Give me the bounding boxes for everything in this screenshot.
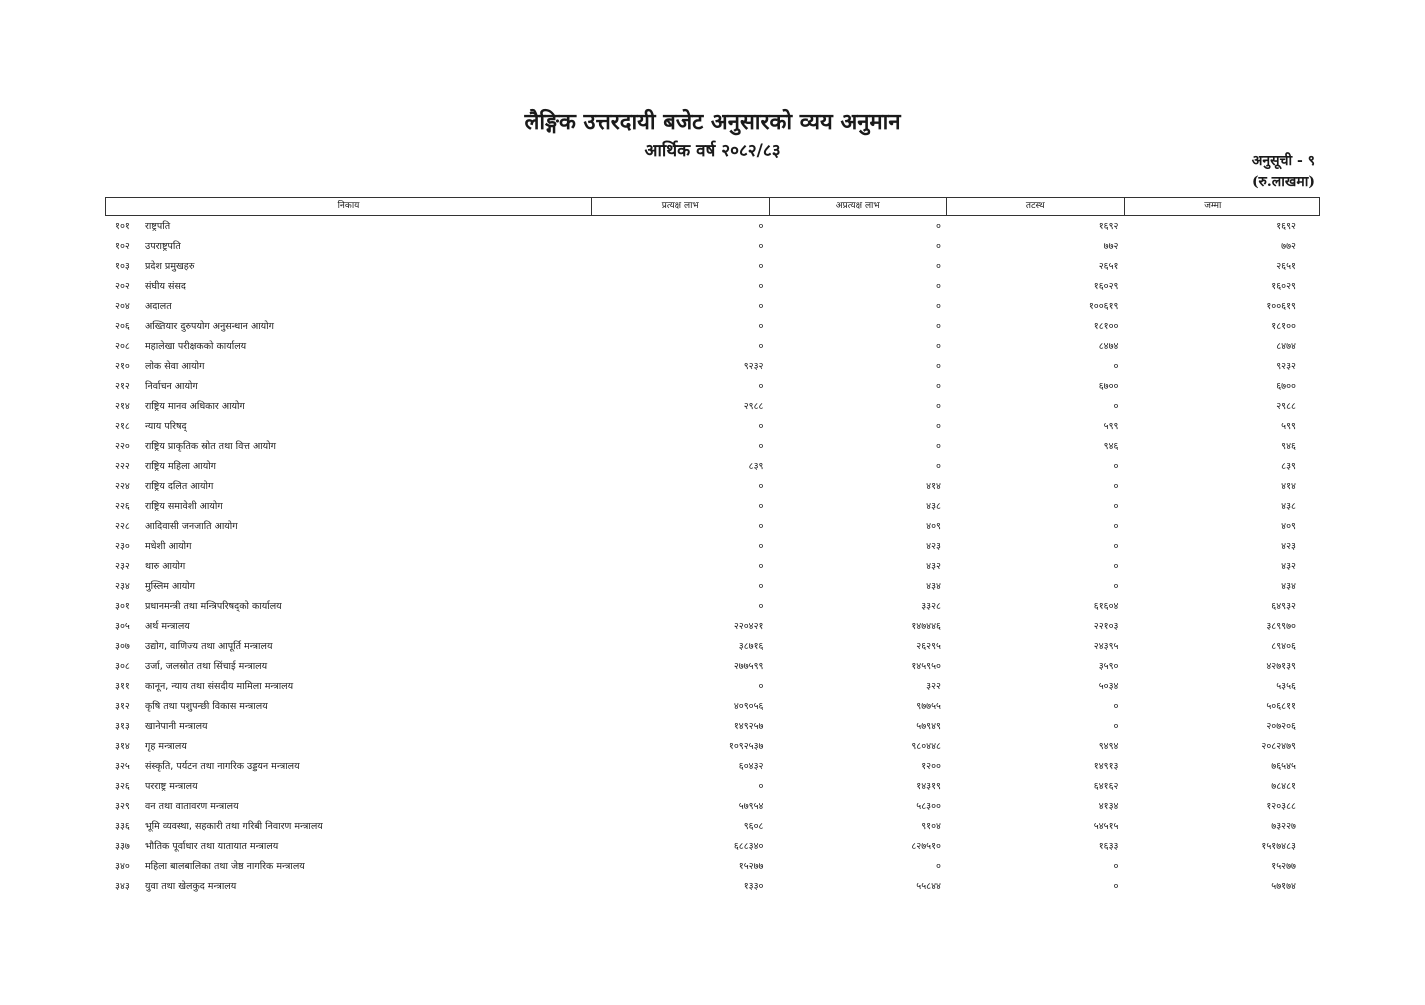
agency-code: १०२	[115, 241, 130, 252]
neutral-cell: ०	[1113, 581, 1119, 592]
total-cell: ४३८	[1281, 501, 1296, 512]
indirect-benefit-cell: १४३१९	[916, 781, 941, 792]
agency-code: १०३	[115, 261, 130, 272]
agency-code: २१२	[115, 381, 130, 392]
indirect-benefit-cell: ०	[936, 261, 941, 272]
neutral-cell: ०	[1113, 541, 1119, 552]
agency-code: ३२५	[115, 761, 130, 772]
agency-name: राष्ट्रिय प्राकृतिक स्रोत तथा वित्त आयोग	[145, 441, 276, 452]
table-row	[105, 817, 1320, 837]
agency-code: २२४	[115, 481, 130, 492]
indirect-benefit-cell: ५७९४९	[916, 721, 941, 732]
neutral-cell: २२१०३	[1093, 621, 1119, 632]
direct-benefit-cell: ०	[758, 221, 764, 232]
agency-cell	[105, 217, 590, 237]
table-row	[105, 577, 1320, 597]
table-row	[105, 377, 1320, 397]
neutral-cell: ०	[1113, 401, 1119, 412]
total-cell: ४३२	[1281, 561, 1296, 572]
agency-code: ३३७	[115, 841, 130, 852]
table-row	[105, 257, 1320, 277]
agency-cell	[105, 817, 590, 837]
agency-name: भूमि व्यवस्था, सहकारी तथा गरिबी निवारण मन्त्रालय	[145, 821, 323, 832]
agency-cell	[105, 497, 590, 517]
indirect-benefit-cell: ४२३	[926, 541, 941, 552]
total-cell: २९८८	[1276, 401, 1296, 412]
direct-benefit-cell: ०	[758, 501, 764, 512]
agency-cell	[105, 397, 590, 417]
indirect-benefit-cell: ०	[936, 381, 941, 392]
agency-code: ३२९	[115, 801, 130, 812]
direct-benefit-cell: ०	[758, 581, 764, 592]
direct-benefit-cell: ५७९५४	[738, 801, 764, 812]
agency-cell	[105, 317, 590, 337]
indirect-benefit-cell: १२००	[921, 761, 941, 772]
agency-cell	[105, 597, 590, 617]
agency-name: अर्थ मन्त्रालय	[145, 621, 190, 632]
table-header-row	[105, 197, 1320, 216]
agency-code: २०२	[115, 281, 130, 292]
agency-name: वन तथा वातावरण मन्त्रालय	[145, 801, 239, 812]
agency-name: राष्ट्रिय समावेशी आयोग	[145, 501, 223, 512]
agency-code: २२६	[115, 501, 130, 512]
table-row	[105, 837, 1320, 857]
indirect-benefit-cell: ०	[936, 421, 941, 432]
table-row	[105, 317, 1320, 337]
agency-cell	[105, 737, 590, 757]
total-cell: ६४९३२	[1271, 601, 1296, 612]
agency-cell	[105, 357, 590, 377]
table-row	[105, 437, 1320, 457]
neutral-cell: ७७२	[1103, 241, 1119, 252]
page-title: लैङ्गिक उत्तरदायी बजेट अनुसारको व्यय अनुमान	[524, 109, 901, 135]
direct-benefit-cell: ०	[758, 421, 764, 432]
direct-benefit-cell: १५२७७	[738, 861, 764, 872]
table-row	[105, 217, 1320, 237]
col-header-neutral: तटस्थ	[946, 198, 1124, 215]
total-cell: ३८९९७०	[1266, 621, 1296, 632]
agency-code: ३४३	[115, 881, 130, 892]
col-header-indirect: अप्रत्यक्ष लाभ	[769, 198, 947, 215]
col-header-total: जम्मा	[1124, 198, 1302, 215]
table-row	[105, 237, 1320, 257]
agency-cell	[105, 757, 590, 777]
direct-benefit-cell: ०	[758, 321, 764, 332]
direct-benefit-cell: ०	[758, 301, 764, 312]
indirect-benefit-cell: ४१४	[926, 481, 941, 492]
agency-name: आदिवासी जनजाति आयोग	[145, 521, 238, 532]
table-row	[105, 877, 1320, 897]
indirect-benefit-cell: ८२७५१०	[911, 841, 941, 852]
total-cell: ७६५४५	[1271, 761, 1296, 772]
neutral-cell: ६१६०४	[1093, 601, 1119, 612]
table-row	[105, 617, 1320, 637]
table-row	[105, 497, 1320, 517]
direct-benefit-cell: ०	[758, 441, 764, 452]
direct-benefit-cell: ०	[758, 261, 764, 272]
agency-name: प्रदेश प्रमुखहरु	[145, 261, 195, 272]
total-cell: १००६१९	[1266, 301, 1296, 312]
indirect-benefit-cell: ०	[936, 221, 941, 232]
agency-code: २३४	[115, 581, 130, 592]
direct-benefit-cell: ०	[758, 521, 764, 532]
agency-code: ३०५	[115, 621, 130, 632]
agency-code: २१०	[115, 361, 130, 372]
agency-name: मधेशी आयोग	[145, 541, 192, 552]
direct-benefit-cell: २९८८	[743, 401, 764, 412]
agency-code: १०१	[115, 221, 130, 232]
direct-benefit-cell: ०	[758, 541, 764, 552]
direct-benefit-cell: ०	[758, 561, 764, 572]
indirect-benefit-cell: ०	[936, 861, 941, 872]
direct-benefit-cell: ०	[758, 381, 764, 392]
table-row	[105, 697, 1320, 717]
agency-code: ३११	[115, 681, 130, 692]
agency-name: निर्वाचन आयोग	[145, 381, 198, 392]
agency-cell	[105, 837, 590, 857]
total-cell: १५२७७	[1271, 861, 1296, 872]
direct-benefit-cell: १४९२५७	[733, 721, 764, 732]
agency-cell	[105, 697, 590, 717]
agency-code: ३१२	[115, 701, 130, 712]
table-row	[105, 537, 1320, 557]
total-cell: ४०९	[1281, 521, 1296, 532]
agency-cell	[105, 337, 590, 357]
agency-name: न्याय परिषद्	[145, 421, 187, 432]
agency-name: लोक सेवा आयोग	[145, 361, 205, 372]
indirect-benefit-cell: १४७४४६	[911, 621, 941, 632]
indirect-benefit-cell: ४०९	[926, 521, 941, 532]
indirect-benefit-cell: ४३८	[926, 501, 941, 512]
agency-cell	[105, 877, 590, 897]
agency-cell	[105, 657, 590, 677]
table-row	[105, 677, 1320, 697]
table-row	[105, 297, 1320, 317]
table-row	[105, 797, 1320, 817]
direct-benefit-cell: ६०४३२	[738, 761, 764, 772]
neutral-cell: १००६१९	[1088, 301, 1119, 312]
indirect-benefit-cell: ५८३००	[916, 801, 941, 812]
neutral-cell: १६३३	[1098, 841, 1119, 852]
agency-code: ३०१	[115, 601, 130, 612]
agency-cell	[105, 257, 590, 277]
agency-cell	[105, 437, 590, 457]
neutral-cell: ०	[1113, 501, 1119, 512]
neutral-cell: ९४९४	[1098, 741, 1119, 752]
agency-code: २२२	[115, 461, 130, 472]
agency-name: उपराष्ट्रपति	[145, 241, 181, 252]
indirect-benefit-cell: ०	[936, 241, 941, 252]
total-cell: ८४७४	[1276, 341, 1296, 352]
table-row	[105, 777, 1320, 797]
table-row	[105, 477, 1320, 497]
agency-cell	[105, 677, 590, 697]
agency-cell	[105, 777, 590, 797]
table-row	[105, 597, 1320, 617]
direct-benefit-cell: ०	[758, 781, 764, 792]
agency-code: २०८	[115, 341, 130, 352]
direct-benefit-cell: ०	[758, 601, 764, 612]
neutral-cell: ५९९	[1103, 421, 1119, 432]
direct-benefit-cell: ०	[758, 481, 764, 492]
total-cell: २०७२०६	[1266, 721, 1296, 732]
agency-cell	[105, 617, 590, 637]
agency-name: गृह मन्त्रालय	[145, 741, 187, 752]
agency-cell	[105, 457, 590, 477]
agency-cell	[105, 417, 590, 437]
total-cell: ९२३२	[1276, 361, 1296, 372]
neutral-cell: ८४७४	[1098, 341, 1119, 352]
agency-name: राष्ट्रिय महिला आयोग	[145, 461, 217, 472]
direct-benefit-cell: ०	[758, 281, 764, 292]
col-header-agency: निकाय	[337, 201, 360, 211]
total-cell: २६५१	[1276, 261, 1296, 272]
total-cell: ५३५६	[1276, 681, 1296, 692]
total-cell: ९४६	[1281, 441, 1296, 452]
neutral-cell: १८१००	[1093, 321, 1119, 332]
neutral-cell: ०	[1113, 721, 1119, 732]
table-row	[105, 517, 1320, 537]
table-row	[105, 277, 1320, 297]
agency-code: ३४०	[115, 861, 130, 872]
agency-code: २१४	[115, 401, 130, 412]
page-subtitle: आर्थिक वर्ष २०८२/८३	[644, 141, 781, 161]
neutral-cell: ०	[1113, 701, 1119, 712]
table-body	[105, 217, 1320, 897]
agency-code: २३२	[115, 561, 130, 572]
agency-name: परराष्ट्र मन्त्रालय	[145, 781, 198, 792]
indirect-benefit-cell: ३२२	[926, 681, 941, 692]
indirect-benefit-cell: ९७७५५	[916, 701, 941, 712]
neutral-cell: ०	[1113, 481, 1119, 492]
direct-benefit-cell: ६८८३४०	[733, 841, 764, 852]
agency-cell	[105, 237, 590, 257]
agency-code: २३०	[115, 541, 130, 552]
agency-code: ३३६	[115, 821, 130, 832]
indirect-benefit-cell: १४५९५०	[911, 661, 941, 672]
indirect-benefit-cell: ४३४	[926, 581, 941, 592]
agency-code: ३२६	[115, 781, 130, 792]
agency-name: उद्योग, वाणिज्य तथा आपूर्ति मन्त्रालय	[145, 641, 273, 652]
neutral-cell: ०	[1113, 561, 1119, 572]
direct-benefit-cell: ८३९	[748, 461, 764, 472]
agency-cell	[105, 297, 590, 317]
total-cell: ५७१७४	[1271, 881, 1296, 892]
indirect-benefit-cell: ९८०४४८	[911, 741, 941, 752]
total-cell: ५९९	[1281, 421, 1296, 432]
neutral-cell: ०	[1113, 521, 1119, 532]
agency-name: महिला बालबालिका तथा जेष्ठ नागरिक मन्त्रालय	[145, 861, 305, 872]
direct-benefit-cell: १०९२५३७	[728, 741, 764, 752]
neutral-cell: ५४५१५	[1093, 821, 1119, 832]
agency-cell	[105, 517, 590, 537]
agency-name: राष्ट्रिय मानव अधिकार आयोग	[145, 401, 245, 412]
direct-benefit-cell: ०	[758, 341, 764, 352]
agency-cell	[105, 377, 590, 397]
direct-benefit-cell: ०	[758, 681, 764, 692]
direct-benefit-cell: ४०९०५६	[733, 701, 764, 712]
agency-cell	[105, 537, 590, 557]
agency-code: २०६	[115, 321, 130, 332]
agency-name: कृषि तथा पशुपन्छी विकास मन्त्रालय	[145, 701, 268, 712]
agency-code: २२०	[115, 441, 130, 452]
agency-cell	[105, 577, 590, 597]
total-cell: ८३९	[1281, 461, 1296, 472]
direct-benefit-cell: १३३०	[743, 881, 764, 892]
total-cell: ६७००	[1276, 381, 1296, 392]
indirect-benefit-cell: ०	[936, 301, 941, 312]
annex-label: अनुसूची - ९	[1251, 153, 1315, 169]
table-row	[105, 417, 1320, 437]
budget-table	[105, 197, 1320, 897]
neutral-cell: ०	[1113, 881, 1119, 892]
table-row	[105, 337, 1320, 357]
table-row	[105, 657, 1320, 677]
indirect-benefit-cell: २६२९५	[916, 641, 941, 652]
total-cell: ७७२	[1281, 241, 1296, 252]
neutral-cell: ९४६	[1103, 441, 1119, 452]
total-cell: ४२३	[1281, 541, 1296, 552]
agency-name: उर्जा, जलस्रोत तथा सिंचाई मन्त्रालय	[145, 661, 268, 672]
agency-name: महालेखा परीक्षकको कार्यालय	[145, 341, 247, 352]
agency-cell	[105, 797, 590, 817]
neutral-cell: ६७००	[1098, 381, 1119, 392]
neutral-cell: २४३९५	[1093, 641, 1119, 652]
total-cell: १५१७४८३	[1261, 841, 1296, 852]
agency-code: २२८	[115, 521, 130, 532]
agency-name: मुस्लिम आयोग	[145, 581, 196, 592]
agency-name: खानेपानी मन्त्रालय	[145, 721, 208, 732]
indirect-benefit-cell: ३३२८	[921, 601, 941, 612]
neutral-cell: १६०२९	[1093, 281, 1119, 292]
total-cell: ७३२२७	[1271, 821, 1296, 832]
neutral-cell: ०	[1113, 861, 1119, 872]
unit-label: (रु.लाखमा)	[1251, 174, 1315, 190]
direct-benefit-cell: २७७५९९	[733, 661, 764, 672]
agency-name: अख्तियार दुरुपयोग अनुसन्धान आयोग	[145, 321, 274, 332]
direct-benefit-cell: ३८७१६	[738, 641, 764, 652]
col-header-direct: प्रत्यक्ष लाभ	[591, 198, 769, 215]
agency-name: कानून, न्याय तथा संसदीय मामिला मन्त्रालय	[145, 681, 294, 692]
agency-cell	[105, 717, 590, 737]
agency-name: राष्ट्रिय दलित आयोग	[145, 481, 214, 492]
table-row	[105, 757, 1320, 777]
direct-benefit-cell: ०	[758, 241, 764, 252]
agency-cell	[105, 477, 590, 497]
agency-name: संघीय संसद	[145, 281, 186, 292]
agency-code: ३०७	[115, 641, 130, 652]
agency-name: प्रधानमन्त्री तथा मन्त्रिपरिषद्को कार्यालय	[145, 601, 282, 612]
agency-name: थारु आयोग	[145, 561, 186, 572]
neutral-cell: १४९१३	[1093, 761, 1119, 772]
agency-name: अदालत	[145, 301, 172, 312]
agency-cell	[105, 637, 590, 657]
agency-code: २०४	[115, 301, 130, 312]
agency-cell	[105, 277, 590, 297]
indirect-benefit-cell: ०	[936, 321, 941, 332]
indirect-benefit-cell: ०	[936, 461, 941, 472]
total-cell: ८९४०६	[1271, 641, 1296, 652]
total-cell: १६०२९	[1271, 281, 1296, 292]
neutral-cell: २६५१	[1098, 261, 1119, 272]
total-cell: ४३४	[1281, 581, 1296, 592]
direct-benefit-cell: २२०४२१	[733, 621, 764, 632]
indirect-benefit-cell: ९१०४	[921, 821, 941, 832]
indirect-benefit-cell: ०	[936, 361, 941, 372]
agency-code: ३१४	[115, 741, 130, 752]
table-row	[105, 857, 1320, 877]
neutral-cell: ०	[1113, 361, 1119, 372]
table-row	[105, 357, 1320, 377]
agency-name: राष्ट्रपति	[145, 221, 171, 232]
total-cell: २०८२४७९	[1261, 741, 1296, 752]
table-row	[105, 717, 1320, 737]
table-row	[105, 397, 1320, 417]
indirect-benefit-cell: ०	[936, 281, 941, 292]
agency-name: संस्कृति, पर्यटन तथा नागरिक उड्डयन मन्त्रालय	[145, 761, 300, 772]
total-cell: ७८४८१	[1271, 781, 1296, 792]
total-cell: १२०३८८	[1266, 801, 1296, 812]
neutral-cell: ५०३४	[1098, 681, 1119, 692]
indirect-benefit-cell: ५५८४४	[916, 881, 941, 892]
neutral-cell: १६९२	[1098, 221, 1119, 232]
agency-name: भौतिक पूर्वाधार तथा यातायात मन्त्रालय	[145, 841, 279, 852]
total-cell: ४२७१३९	[1266, 661, 1296, 672]
agency-code: ३०८	[115, 661, 130, 672]
neutral-cell: ४१३४	[1098, 801, 1119, 812]
agency-code: ३१३	[115, 721, 130, 732]
agency-name: युवा तथा खेलकुद मन्त्रालय	[145, 881, 237, 892]
table-row	[105, 737, 1320, 757]
agency-cell	[105, 857, 590, 877]
indirect-benefit-cell: ०	[936, 441, 941, 452]
total-cell: १६९२	[1276, 221, 1296, 232]
total-cell: ५०६८११	[1266, 701, 1296, 712]
total-cell: १८१००	[1271, 321, 1296, 332]
indirect-benefit-cell: ०	[936, 341, 941, 352]
indirect-benefit-cell: ४३२	[926, 561, 941, 572]
direct-benefit-cell: ९२३२	[743, 361, 764, 372]
agency-code: २१८	[115, 421, 130, 432]
table-row	[105, 637, 1320, 657]
indirect-benefit-cell: ०	[936, 401, 941, 412]
direct-benefit-cell: ९६०८	[743, 821, 764, 832]
neutral-cell: ३५९०	[1098, 661, 1119, 672]
table-row	[105, 457, 1320, 477]
agency-cell	[105, 557, 590, 577]
neutral-cell: ०	[1113, 461, 1119, 472]
neutral-cell: ६४१६२	[1093, 781, 1119, 792]
total-cell: ४१४	[1281, 481, 1296, 492]
table-row	[105, 557, 1320, 577]
